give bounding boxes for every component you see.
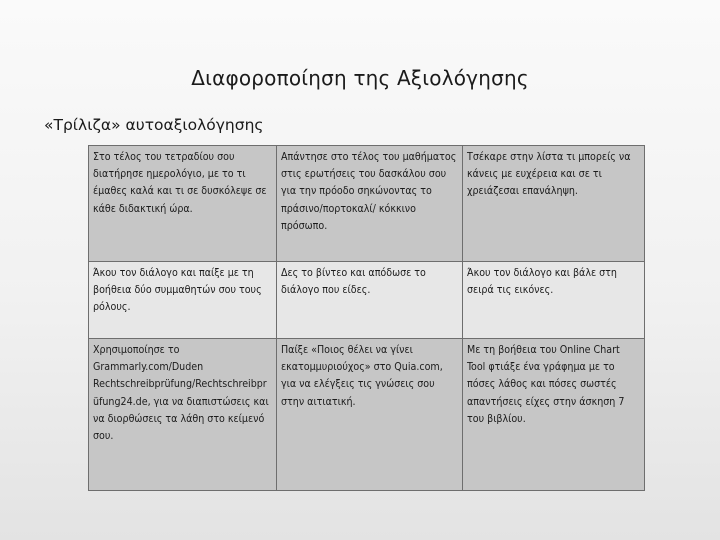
table-cell: Παίξε «Ποιος θέλει να γίνει εκατομμυριούχος» στο Quia.com, για να ελέγξεις τις γνώσεις σου στην αιτιατική.: [277, 339, 463, 491]
table-cell: Χρησιμοποίησε το Grammarly.com/Duden Rechtschreibprüfung/Rechtschreibprüfung24.de, για να διαπιστώσεις και να διορθώσεις τα λάθη στο κείμενό σου.: [89, 339, 277, 491]
table-row: [89, 339, 645, 491]
table-cell: Άκου τον διάλογο και παίξε με τη βοήθεια δύο συμμαθητών σου τους ρόλους.: [89, 262, 277, 339]
slide-title: Διαφοροποίηση της Αξιολόγησης: [191, 66, 529, 90]
table-row: [89, 146, 645, 262]
table-cell: Με τη βοήθεια του Online Chart Tool φτιάξε ένα γράφημα με το πόσες λάθος και πόσες σωστές απαντήσεις είχες στην άσκηση 7 του βιβλίου.: [463, 339, 645, 491]
table-cell: Άκου τον διάλογο και βάλε στη σειρά τις εικόνες.: [463, 262, 645, 339]
self-assessment-tic-tac-toe-table: [88, 145, 645, 491]
table-cell: Στο τέλος του τετραδίου σου διατήρησε ημερολόγιο, με το τι έμαθες καλά και τι σε δυσκόλεψε σε κάθε διδακτική ώρα.: [89, 146, 277, 262]
table-cell: Δες το βίντεο και απόδωσε το διάλογο που είδες.: [277, 262, 463, 339]
table-cell: Τσέκαρε στην λίστα τι μπορείς να κάνεις με ευχέρεια και σε τι χρειάζεσαι επανάληψη.: [463, 146, 645, 262]
table-cell: Απάντησε στο τέλος του μαθήματος στις ερωτήσεις του δασκάλου σου για την πρόοδο σηκώνοντας το πράσινο/πορτοκαλί/ κόκκινο πρόσωπο.: [277, 146, 463, 262]
slide-subtitle: «Τρίλιζα» αυτοαξιολόγησης: [44, 116, 264, 134]
table-row: [89, 262, 645, 339]
